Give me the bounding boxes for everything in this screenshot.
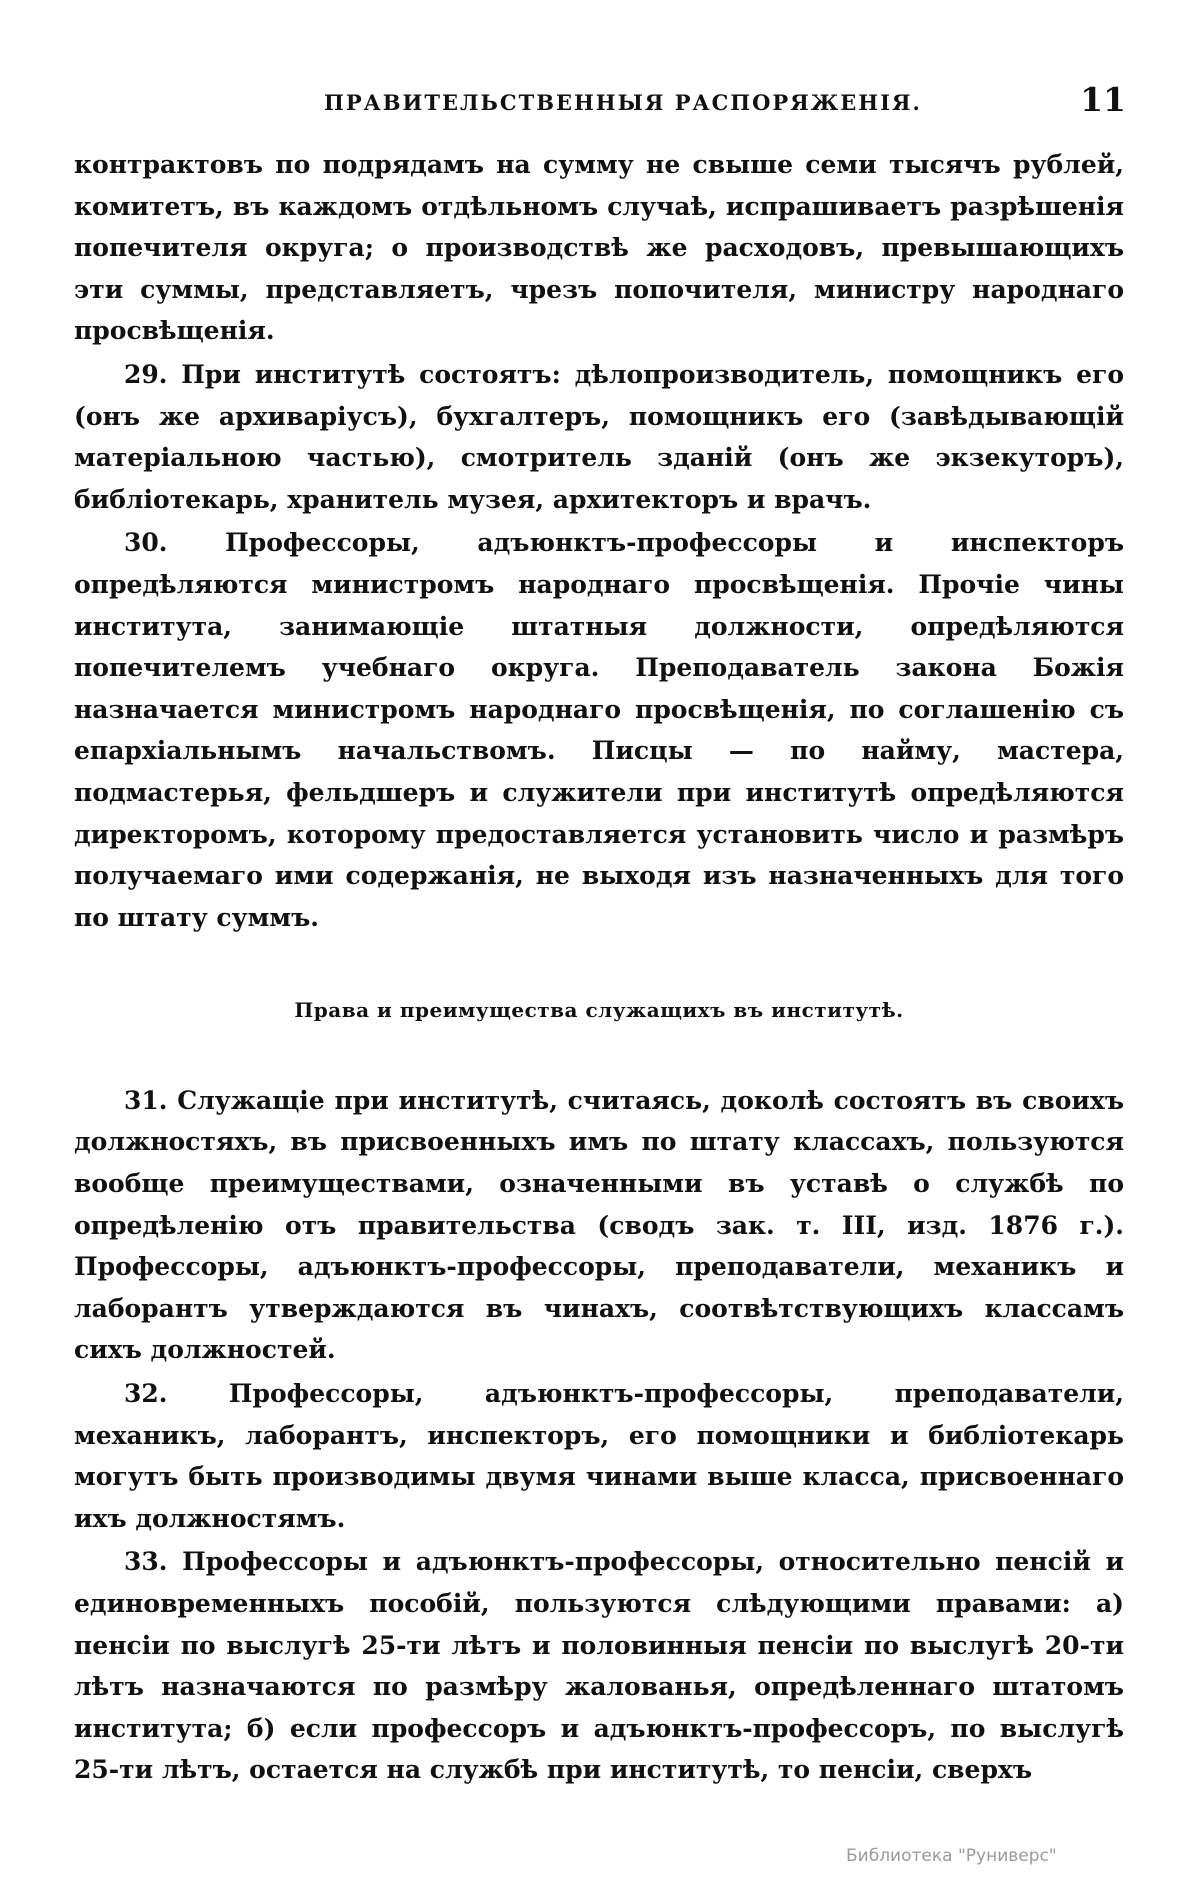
library-watermark: Библиотека "Руниверс": [846, 1846, 1057, 1866]
page-header: [74, 80, 1126, 134]
paragraph-continuation: контрактовъ по подрядамъ на сумму не свыше семи тысячъ рублей, комитетъ, въ каждомъ отдѣльномъ случаѣ, испрашиваетъ разрѣшенія попечителя округа; о производствѣ же расходовъ, превышающихъ эти суммы, представляетъ, чрезъ попочителя, министру народнаго просвѣщенія.: [74, 150, 1124, 346]
paragraph-33: 33. Профессоры и адъюнктъ-профессоры, относительно пенсій и единовременныхъ пособій, пользуются слѣдующими правами: а) пенсіи по выслугѣ 25-ти лѣтъ и половинныя пенсіи по выслугѣ 20-ти лѣтъ назначаются по размѣру жалованья, опредѣленнаго штатомъ института; б) если профессоръ и адъюнктъ-профессоръ, по выслугѣ 25-ти лѣтъ, остается на службѣ при институтѣ, то пенсіи, сверхъ: [74, 1547, 1124, 1785]
body-text: [74, 144, 1124, 1791]
paragraph-31: 31. Служащіе при институтѣ, считаясь, доколѣ состоятъ въ своихъ должностяхъ, въ присвоенныхъ имъ по штату классахъ, пользуются вообще преимуществами, означенными въ уставѣ о службѣ по опредѣленію отъ правительства (сводъ зак. т. III, изд. 1876 г.). Профессоры, адъюнктъ-профессоры, преподаватели, механикъ и лаборантъ утверждаются въ чинахъ, соотвѣтствующихъ классамъ сихъ должностей.: [74, 1085, 1124, 1365]
paragraph-30: 30. Профессоры, адъюнктъ-профессоры и инспекторъ опредѣляются министромъ народнаго просвѣщенія. Прочіе чины института, занимающіе штатныя должности, опредѣляются попечителемъ учебнаго округа. Преподаватель закона Божія назначается министромъ народнаго просвѣщенія, по соглашенію съ епархіальнымъ начальствомъ. Писцы — по найму, мастера, подмастерья, фельдшеръ и служители при институтѣ опредѣляются директоромъ, которому предоставляется установить число и размѣръ получаемаго ими содержанія, не выходя изъ назначенныхъ для того по штату суммъ.: [74, 528, 1124, 932]
paragraph-29: 29. При институтѣ состоятъ: дѣлопроизводитель, помощникъ его (онъ же архиваріусъ), бухгалтеръ, помощникъ его (завѣдывающій матеріальною частью), смотритель зданій (онъ же экзекуторъ), библіотекарь, хранитель музея, архитекторъ и врачъ.: [74, 359, 1124, 514]
paragraph-32: 32. Профессоры, адъюнктъ-профессоры, преподаватели, механикъ, лаборантъ, инспекторъ, его помощники и библіотекарь могутъ быть производимы двумя чинами выше класса, присвоеннаго ихъ должностямъ.: [74, 1379, 1124, 1533]
running-title: ПРАВИТЕЛЬСТВЕННЫЯ РАСПОРЯЖЕНІЯ.: [324, 90, 922, 115]
page-number: 11: [1080, 80, 1126, 119]
section-heading: Права и преимущества служащихъ въ институтѣ.: [294, 998, 904, 1023]
document-page: [74, 80, 1126, 1793]
